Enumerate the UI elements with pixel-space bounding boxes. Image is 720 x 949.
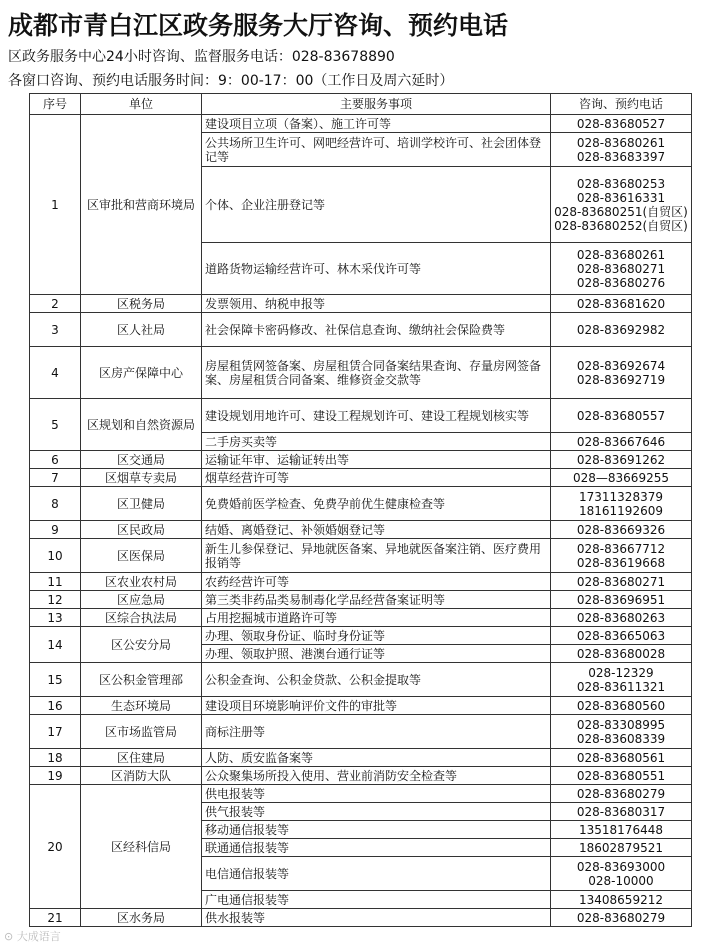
phone-number: 028-83693000 — [576, 859, 666, 874]
phone-number: 028-83680271 — [576, 261, 666, 276]
phone-number: 13518176448 — [579, 822, 663, 837]
phone-cell — [551, 347, 692, 399]
table-row — [30, 591, 692, 609]
row-number: 7 — [30, 469, 81, 487]
phone-cell — [551, 115, 692, 133]
row-number: 18 — [30, 749, 81, 767]
table-row — [30, 767, 692, 785]
row-number: 5 — [30, 399, 81, 451]
phone-cell — [551, 891, 692, 909]
row-number: 6 — [30, 451, 81, 469]
phone-cell — [551, 839, 692, 857]
service-item: 农药经营许可等 — [202, 573, 551, 591]
page-title: 成都市青白江区政务服务大厅咨询、预约电话 — [8, 11, 509, 40]
row-number: 4 — [30, 347, 81, 399]
phone-number: 028-83680261 — [576, 135, 666, 150]
table-row — [30, 487, 692, 521]
service-item: 运输证年审、运输证转出等 — [202, 451, 551, 469]
phone-number: 18602879521 — [579, 840, 663, 855]
row-number: 8 — [30, 487, 81, 521]
service-item: 供气报装等 — [202, 803, 551, 821]
phone-cell — [551, 313, 692, 347]
unit-name: 区审批和营商环境局 — [81, 115, 202, 295]
service-item: 供水报装等 — [202, 909, 551, 927]
service-item: 发票领用、纳税申报等 — [202, 295, 551, 313]
unit-name: 区房产保障中心 — [81, 347, 202, 399]
row-number: 10 — [30, 539, 81, 573]
unit-name: 区烟草专卖局 — [81, 469, 202, 487]
service-item: 烟草经营许可等 — [202, 469, 551, 487]
row-number: 3 — [30, 313, 81, 347]
phone-number: 028-10000 — [588, 873, 654, 888]
phone-number: 028-83680527 — [576, 116, 666, 131]
row-number: 17 — [30, 715, 81, 749]
phone-cell — [551, 295, 692, 313]
table-row — [30, 399, 692, 433]
phone-number: 028-83680279 — [576, 910, 666, 925]
unit-name: 区规划和自然资源局 — [81, 399, 202, 451]
row-number: 1 — [30, 115, 81, 295]
phone-cell — [551, 573, 692, 591]
phone-number: 028-83608339 — [576, 731, 666, 746]
row-number: 13 — [30, 609, 81, 627]
phone-cell — [551, 645, 692, 663]
unit-name: 区民政局 — [81, 521, 202, 539]
phone-number: 028-83667646 — [576, 434, 666, 449]
phone-cell — [551, 609, 692, 627]
phone-cell — [551, 539, 692, 573]
table-header-row — [30, 94, 692, 115]
table-row — [30, 627, 692, 645]
unit-name: 区交通局 — [81, 451, 202, 469]
service-item: 人防、质安监备案等 — [202, 749, 551, 767]
phone-cell — [551, 803, 692, 821]
header-service: 主要服务事项 — [202, 94, 551, 115]
table-row — [30, 697, 692, 715]
phone-cell — [551, 767, 692, 785]
phone-number: 028-83680251(自贸区) — [554, 204, 688, 219]
phone-cell — [551, 909, 692, 927]
phone-cell — [551, 627, 692, 645]
header-no: 序号 — [30, 94, 81, 115]
table-row — [30, 313, 692, 347]
unit-name: 区公安分局 — [81, 627, 202, 663]
row-number: 16 — [30, 697, 81, 715]
service-item: 供电报装等 — [202, 785, 551, 803]
service-item: 公共场所卫生许可、网吧经营许可、培训学校许可、社会团体登记等 — [202, 133, 551, 167]
phone-number: 028-83692982 — [576, 322, 666, 337]
unit-name: 区水务局 — [81, 909, 202, 927]
service-item: 第三类非药品类易制毒化学品经营备案证明等 — [202, 591, 551, 609]
service-item: 结婚、离婚登记、补领婚姻登记等 — [202, 521, 551, 539]
phone-number: 028-83680551 — [576, 768, 666, 783]
phone-number: 028-83667712 — [576, 541, 666, 556]
phone-number: 028-83611321 — [576, 679, 666, 694]
row-number: 12 — [30, 591, 81, 609]
phone-number: 028-83680276 — [576, 275, 666, 290]
unit-name: 区经科信局 — [81, 785, 202, 909]
service-hours-info: 各窗口咨询、预约电话服务时间：9：00-17：00（工作日及周六延时） — [8, 73, 454, 89]
phone-number: 028-83680561 — [576, 750, 666, 765]
service-item: 建设规划用地许可、建设工程规划许可、建设工程规划核实等 — [202, 399, 551, 433]
phone-number: 028-83683397 — [576, 149, 666, 164]
phone-cell — [551, 469, 692, 487]
unit-name: 区综合执法局 — [81, 609, 202, 627]
table-row — [30, 521, 692, 539]
phone-cell — [551, 451, 692, 469]
table-row — [30, 715, 692, 749]
table-row — [30, 749, 692, 767]
unit-name: 区卫健局 — [81, 487, 202, 521]
watermark-logo: ⊙ 大成语言 — [4, 930, 61, 943]
service-item: 免费婚前医学检查、免费孕前优生健康检查等 — [202, 487, 551, 521]
unit-name: 区农业农村局 — [81, 573, 202, 591]
phone-number: 028-83680253 — [576, 176, 666, 191]
phone-number: 028-12329 — [588, 665, 654, 680]
unit-name: 区人社局 — [81, 313, 202, 347]
contact-table — [29, 93, 692, 927]
table-row — [30, 451, 692, 469]
phone-cell — [551, 591, 692, 609]
hotline-info: 区政务服务中心24小时咨询、监督服务电话：028-83678890 — [8, 49, 395, 65]
service-item: 占用挖掘城市道路许可等 — [202, 609, 551, 627]
service-item: 建设项目立项（备案）、施工许可等 — [202, 115, 551, 133]
unit-name: 区税务局 — [81, 295, 202, 313]
phone-number: 028-83696951 — [576, 592, 666, 607]
phone-cell — [551, 399, 692, 433]
phone-number: 028-83692719 — [576, 372, 666, 387]
table-body — [30, 115, 692, 927]
phone-number: 028-83669326 — [576, 522, 666, 537]
phone-number: 028-83680560 — [576, 698, 666, 713]
phone-cell — [551, 521, 692, 539]
service-item: 办理、领取护照、港澳台通行证等 — [202, 645, 551, 663]
row-number: 20 — [30, 785, 81, 909]
unit-name: 生态环境局 — [81, 697, 202, 715]
service-item: 二手房买卖等 — [202, 433, 551, 451]
unit-name: 区医保局 — [81, 539, 202, 573]
row-number: 21 — [30, 909, 81, 927]
phone-number: 028-83616331 — [576, 190, 666, 205]
table-row — [30, 347, 692, 399]
row-number: 11 — [30, 573, 81, 591]
service-item: 办理、领取身份证、临时身份证等 — [202, 627, 551, 645]
row-number: 15 — [30, 663, 81, 697]
phone-number: 13408659212 — [579, 892, 663, 907]
phone-number: 028-83680263 — [576, 610, 666, 625]
row-number: 9 — [30, 521, 81, 539]
phone-number: 028-83665063 — [576, 628, 666, 643]
service-item: 商标注册等 — [202, 715, 551, 749]
phone-cell — [551, 857, 692, 891]
service-item: 个体、企业注册登记等 — [202, 167, 551, 243]
phone-number: 028-83691262 — [576, 452, 666, 467]
phone-number: 028-83680557 — [576, 408, 666, 423]
service-item: 公积金查询、公积金贷款、公积金提取等 — [202, 663, 551, 697]
unit-name: 区市场监管局 — [81, 715, 202, 749]
service-item: 新生儿参保登记、异地就医备案、异地就医备案注销、医疗费用报销等 — [202, 539, 551, 573]
phone-number: 028-83681620 — [576, 296, 666, 311]
header-phone: 咨询、预约电话 — [551, 94, 692, 115]
phone-number: 028-83308995 — [576, 717, 666, 732]
phone-cell — [551, 167, 692, 243]
unit-name: 区应急局 — [81, 591, 202, 609]
phone-cell — [551, 133, 692, 167]
phone-number: 17311328379 — [579, 489, 663, 504]
phone-number: 028-83692674 — [576, 358, 666, 373]
service-item: 电信通信报装等 — [202, 857, 551, 891]
phone-number: 028-83619668 — [576, 555, 666, 570]
table-row — [30, 573, 692, 591]
phone-number: 028-83680261 — [576, 247, 666, 262]
phone-cell — [551, 487, 692, 521]
phone-number: 028-83680271 — [576, 574, 666, 589]
table-row — [30, 909, 692, 927]
service-item: 社会保障卡密码修改、社保信息查询、缴纳社会保险费等 — [202, 313, 551, 347]
phone-cell — [551, 715, 692, 749]
service-item: 建设项目环境影响评价文件的审批等 — [202, 697, 551, 715]
service-item: 联通通信报装等 — [202, 839, 551, 857]
unit-name: 区消防大队 — [81, 767, 202, 785]
table-row — [30, 785, 692, 803]
phone-number: 18161192609 — [579, 503, 663, 518]
header-unit: 单位 — [81, 94, 202, 115]
service-item: 移动通信报装等 — [202, 821, 551, 839]
phone-cell — [551, 433, 692, 451]
phone-number: 028—83669255 — [573, 470, 669, 485]
service-item: 广电通信报装等 — [202, 891, 551, 909]
unit-name: 区住建局 — [81, 749, 202, 767]
phone-cell — [551, 785, 692, 803]
phone-cell — [551, 749, 692, 767]
phone-cell — [551, 243, 692, 295]
phone-number: 028-83680252(自贸区) — [554, 218, 688, 233]
table-row — [30, 539, 692, 573]
service-item: 道路货物运输经营许可、林木采伐许可等 — [202, 243, 551, 295]
phone-number: 028-83680279 — [576, 786, 666, 801]
service-item: 公众聚集场所投入使用、营业前消防安全检查等 — [202, 767, 551, 785]
row-number: 14 — [30, 627, 81, 663]
phone-number: 028-83680028 — [576, 646, 666, 661]
row-number: 2 — [30, 295, 81, 313]
table-row — [30, 663, 692, 697]
phone-cell — [551, 821, 692, 839]
phone-cell — [551, 697, 692, 715]
phone-cell — [551, 663, 692, 697]
unit-name: 区公积金管理部 — [81, 663, 202, 697]
table-row — [30, 469, 692, 487]
table-row — [30, 115, 692, 133]
table-row — [30, 295, 692, 313]
row-number: 19 — [30, 767, 81, 785]
table-row — [30, 609, 692, 627]
service-item: 房屋租赁网签备案、房屋租赁合同备案结果查询、存量房网签备案、房屋租赁合同备案、维修资金交款等 — [202, 347, 551, 399]
phone-number: 028-83680317 — [576, 804, 666, 819]
